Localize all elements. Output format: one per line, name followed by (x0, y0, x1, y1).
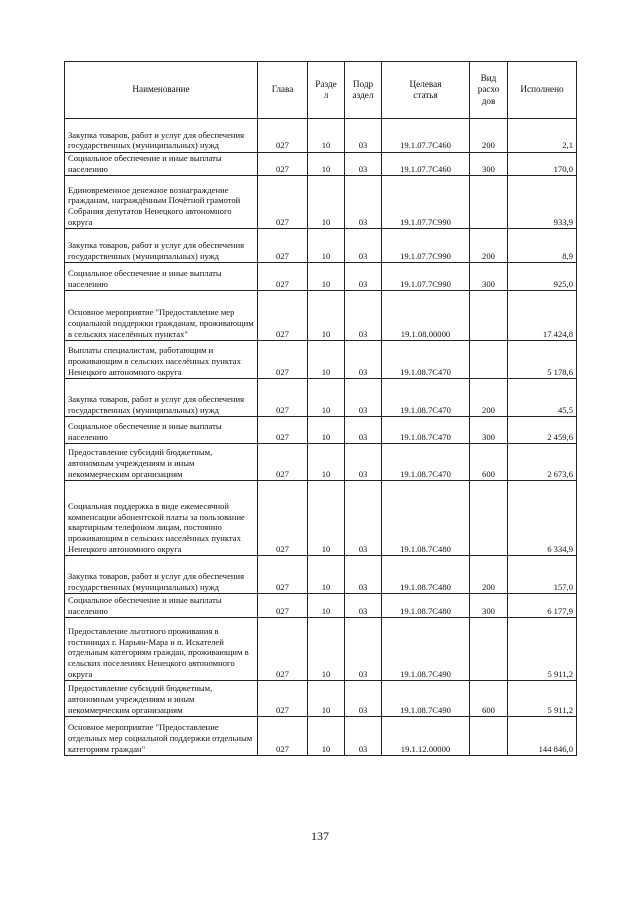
row-executed: 5 911,2 (508, 681, 577, 717)
row-type (470, 291, 508, 341)
row-subsection: 03 (345, 119, 382, 153)
row-section: 10 (308, 379, 345, 417)
row-type: 600 (470, 444, 508, 481)
row-section: 10 (308, 481, 345, 556)
header-chapter: Глава (258, 62, 308, 119)
row-target: 19.1.07.7С460 (382, 153, 470, 176)
row-chapter: 027 (258, 176, 308, 229)
row-executed: 2 459,6 (508, 417, 577, 444)
row-executed: 2,1 (508, 119, 577, 153)
row-target: 19.1.08.7С490 (382, 681, 470, 717)
row-type: 600 (470, 681, 508, 717)
row-type: 300 (470, 153, 508, 176)
row-executed: 933,9 (508, 176, 577, 229)
table-row (65, 176, 577, 229)
row-executed: 6 177,9 (508, 594, 577, 618)
table-row (65, 291, 577, 341)
row-type (470, 618, 508, 681)
table-row (65, 594, 577, 618)
row-target: 19.1.08.7С470 (382, 379, 470, 417)
row-section: 10 (308, 556, 345, 594)
row-subsection: 03 (345, 618, 382, 681)
row-chapter: 027 (258, 618, 308, 681)
row-chapter: 027 (258, 379, 308, 417)
table-row (65, 556, 577, 594)
row-name: Закупка товаров, работ и услуг для обеспечения государственных (муниципальных) нужд (65, 119, 258, 153)
row-subsection: 03 (345, 417, 382, 444)
row-executed: 157,0 (508, 556, 577, 594)
row-name: Предоставление льготного проживания в гостиницах г. Нарьян-Мара и п. Искателей отдельным категориям граждан, проживающим в сельских поселениях Ненецкого автономного округа (65, 618, 258, 681)
row-subsection: 03 (345, 291, 382, 341)
table-row (65, 681, 577, 717)
row-chapter: 027 (258, 341, 308, 379)
row-chapter: 027 (258, 229, 308, 263)
row-executed: 5 911,2 (508, 618, 577, 681)
row-target: 19.1.07.7С990 (382, 263, 470, 291)
row-type (470, 717, 508, 756)
row-target: 19.1.08.7С480 (382, 481, 470, 556)
row-executed: 8,9 (508, 229, 577, 263)
table-row (65, 119, 577, 153)
row-target: 19.1.07.7С460 (382, 119, 470, 153)
row-name: Социальное обеспечение и иные выплаты населению (65, 153, 258, 176)
table-row (65, 417, 577, 444)
row-target: 19.1.08.00000 (382, 291, 470, 341)
row-name: Социальное обеспечение и иные выплаты населению (65, 594, 258, 618)
row-name: Закупка товаров, работ и услуг для обеспечения государственных (муниципальных) нужд (65, 379, 258, 417)
row-name: Предоставление субсидий бюджетным, автономным учреждениям и иным некоммерческим организациям (65, 681, 258, 717)
row-name: Социальное обеспечение и иные выплаты населению (65, 263, 258, 291)
row-name: Единовременное денежное вознаграждение гражданам, награждённым Почётной грамотой Собрания депутатов Ненецкого автономного округа (65, 176, 258, 229)
row-subsection: 03 (345, 681, 382, 717)
row-type: 300 (470, 417, 508, 444)
row-name: Социальная поддержка в виде ежемесячной компенсации абонентской платы за пользование квартирным телефоном лицам, постоянно проживающим в сельских населённых пунктах Ненецкого автономного округа (65, 481, 258, 556)
row-type (470, 481, 508, 556)
row-name: Основное мероприятие "Предоставление мер социальной поддержки гражданам, проживающим в сельских населённых пунктах" (65, 291, 258, 341)
row-type (470, 341, 508, 379)
row-type: 200 (470, 119, 508, 153)
row-subsection: 03 (345, 341, 382, 379)
row-name: Основное мероприятие "Предоставление отдельных мер социальной поддержки отдельным категориям граждан" (65, 717, 258, 756)
row-chapter: 027 (258, 594, 308, 618)
row-name: Выплаты специалистам, работающим и проживающим в сельских населённых пунктах Ненецкого автономного округа (65, 341, 258, 379)
row-subsection: 03 (345, 263, 382, 291)
row-section: 10 (308, 119, 345, 153)
row-section: 10 (308, 263, 345, 291)
row-chapter: 027 (258, 444, 308, 481)
row-section: 10 (308, 291, 345, 341)
row-chapter: 027 (258, 717, 308, 756)
table-row (65, 444, 577, 481)
row-subsection: 03 (345, 229, 382, 263)
budget-table (64, 61, 577, 756)
row-target: 19.1.12.00000 (382, 717, 470, 756)
row-subsection: 03 (345, 594, 382, 618)
row-executed: 45,5 (508, 379, 577, 417)
row-executed: 144 846,0 (508, 717, 577, 756)
row-target: 19.1.07.7С990 (382, 176, 470, 229)
header-executed: Исполнено (508, 62, 577, 119)
row-section: 10 (308, 681, 345, 717)
row-chapter: 027 (258, 556, 308, 594)
row-type: 300 (470, 263, 508, 291)
row-subsection: 03 (345, 444, 382, 481)
row-target: 19.1.08.7С470 (382, 417, 470, 444)
header-type: Вид расхо дов (470, 62, 508, 119)
row-target: 19.1.08.7С490 (382, 618, 470, 681)
row-name: Предоставление субсидий бюджетным, автономным учреждениям и иным некоммерческим организациям (65, 444, 258, 481)
row-target: 19.1.08.7С480 (382, 594, 470, 618)
row-chapter: 027 (258, 263, 308, 291)
table-row (65, 263, 577, 291)
table-row (65, 153, 577, 176)
row-section: 10 (308, 417, 345, 444)
header-subsection: Подр аздел (345, 62, 382, 119)
row-type: 200 (470, 379, 508, 417)
row-chapter: 027 (258, 481, 308, 556)
header-name: Наименование (65, 62, 258, 119)
table-row (65, 717, 577, 756)
row-type: 200 (470, 556, 508, 594)
row-executed: 6 334,9 (508, 481, 577, 556)
row-name: Закупка товаров, работ и услуг для обеспечения государственных (муниципальных) нужд (65, 229, 258, 263)
row-subsection: 03 (345, 556, 382, 594)
header-target: Целевая статья (382, 62, 470, 119)
row-subsection: 03 (345, 176, 382, 229)
row-executed: 2 673,6 (508, 444, 577, 481)
row-name: Социальное обеспечение и иные выплаты населению (65, 417, 258, 444)
row-chapter: 027 (258, 681, 308, 717)
row-chapter: 027 (258, 119, 308, 153)
row-chapter: 027 (258, 153, 308, 176)
row-type (470, 176, 508, 229)
row-subsection: 03 (345, 379, 382, 417)
row-executed: 170,0 (508, 153, 577, 176)
row-target: 19.1.08.7С480 (382, 556, 470, 594)
header-section: Разде л (308, 62, 345, 119)
page-number: 137 (311, 829, 329, 843)
row-executed: 5 178,6 (508, 341, 577, 379)
row-executed: 925,0 (508, 263, 577, 291)
row-chapter: 027 (258, 417, 308, 444)
table-row (65, 229, 577, 263)
table-row (65, 618, 577, 681)
row-target: 19.1.08.7С470 (382, 444, 470, 481)
table-row (65, 341, 577, 379)
header-row (65, 62, 577, 119)
row-type: 200 (470, 229, 508, 263)
row-subsection: 03 (345, 717, 382, 756)
table-row (65, 481, 577, 556)
row-subsection: 03 (345, 481, 382, 556)
row-section: 10 (308, 618, 345, 681)
row-chapter: 027 (258, 291, 308, 341)
row-section: 10 (308, 176, 345, 229)
table-row (65, 379, 577, 417)
row-section: 10 (308, 153, 345, 176)
row-executed: 17 424,8 (508, 291, 577, 341)
row-type: 300 (470, 594, 508, 618)
row-section: 10 (308, 594, 345, 618)
row-name: Закупка товаров, работ и услуг для обеспечения государственных (муниципальных) нужд (65, 556, 258, 594)
row-subsection: 03 (345, 153, 382, 176)
row-target: 19.1.08.7С470 (382, 341, 470, 379)
row-target: 19.1.07.7С990 (382, 229, 470, 263)
row-section: 10 (308, 341, 345, 379)
row-section: 10 (308, 229, 345, 263)
row-section: 10 (308, 444, 345, 481)
row-section: 10 (308, 717, 345, 756)
